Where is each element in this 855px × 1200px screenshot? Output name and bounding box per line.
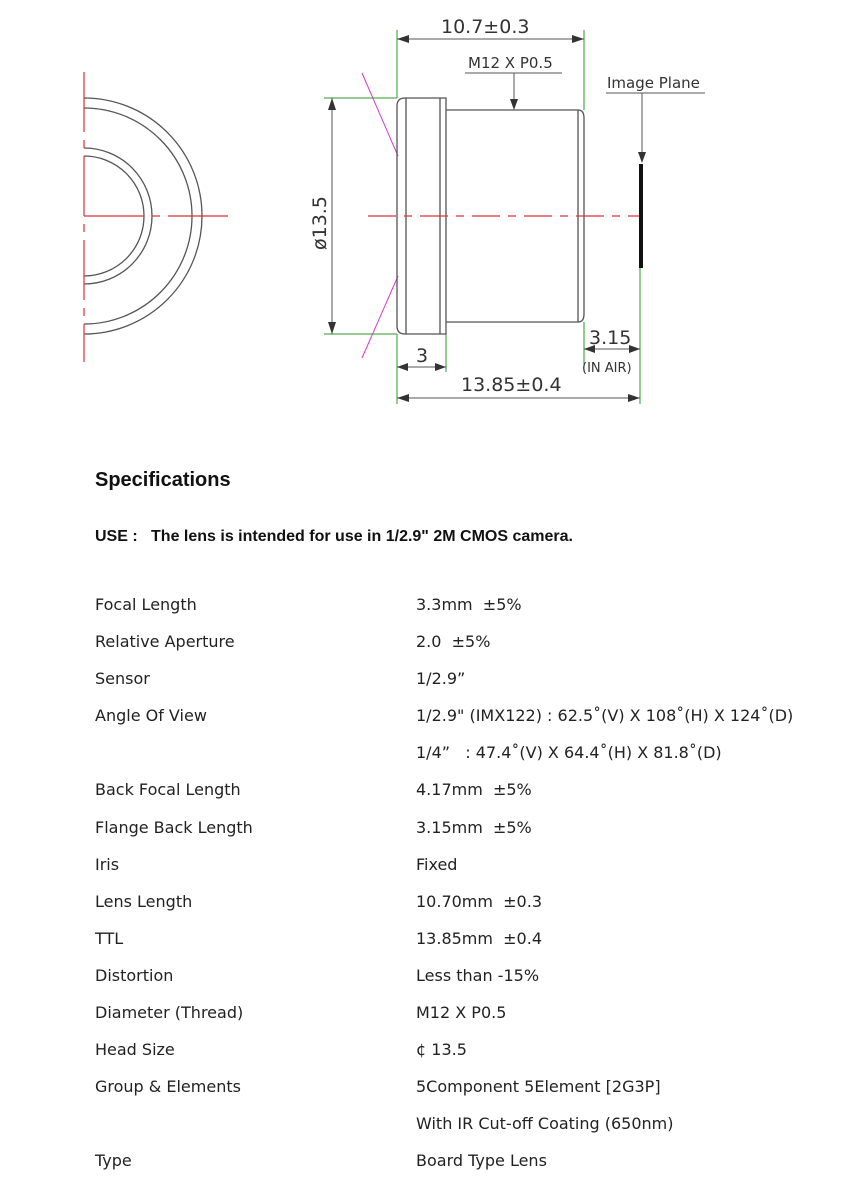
spec-value: M12 X P0.5	[416, 1003, 507, 1023]
spec-label: Type	[95, 1151, 132, 1171]
section-cut-line-bottom	[362, 276, 398, 358]
spec-row	[95, 1032, 815, 1069]
spec-label: Flange Back Length	[95, 817, 253, 837]
spec-label: Lens Length	[95, 891, 193, 911]
use-label: USE :	[95, 528, 138, 545]
spec-row	[95, 1069, 815, 1106]
spec-label: Angle Of View	[95, 706, 207, 726]
diameter-arrow-bottom	[328, 322, 336, 334]
thread-arrowhead	[510, 99, 518, 110]
thread-label: M12 X P0.5	[468, 54, 553, 72]
spec-label: Focal Length	[95, 595, 197, 614]
length-arrow-right	[572, 35, 584, 43]
spec-value: 1/4” : 47.4˚(V) X 64.4˚(H) X 81.8˚(D)	[416, 743, 722, 763]
spec-row	[95, 958, 815, 995]
flange-dimension-text: 3	[416, 345, 429, 367]
total-dimension-text: 13.85±0.4	[461, 374, 562, 396]
total-arrow-right	[628, 394, 640, 402]
spec-value: 1/2.9”	[416, 669, 466, 689]
spec-row	[95, 921, 815, 958]
diameter-arrow-top	[328, 98, 336, 110]
spec-value: 3.3mm ±5%	[416, 595, 522, 614]
spec-value: 13.85mm ±0.4	[416, 928, 542, 948]
spec-value: ¢ 13.5	[416, 1040, 467, 1060]
length-arrow-left	[397, 35, 409, 43]
total-arrow-left	[397, 394, 409, 402]
use-text: The lens is intended for use in 1/2.9" 2M CMOS camera.	[151, 528, 573, 545]
spec-label: Back Focal Length	[95, 780, 241, 800]
image-plane-arrowhead	[638, 152, 646, 163]
diameter-dimension-text: ø13.5	[309, 196, 331, 250]
spec-value: 4.17mm ±5%	[416, 780, 532, 800]
use-statement	[95, 528, 573, 546]
spec-row	[95, 847, 815, 884]
lens-technical-drawing	[0, 0, 855, 420]
spec-value: 1/2.9" (IMX122) : 62.5˚(V) X 108˚(H) X 124˚(D)	[416, 706, 794, 726]
spec-label: TTL	[95, 928, 124, 948]
spec-row	[95, 1143, 815, 1180]
spec-label: Group & Elements	[95, 1077, 241, 1097]
image-plane-bar	[639, 164, 643, 268]
spec-row	[95, 587, 815, 624]
spec-label: Sensor	[95, 669, 150, 689]
image-plane-label: Image Plane	[607, 74, 700, 92]
spec-value: Less than -15%	[416, 965, 540, 985]
section-cut-line-top	[362, 73, 398, 156]
flange-arrow-right	[435, 363, 446, 371]
specifications-heading: Specifications	[95, 469, 231, 491]
spec-label: Distortion	[95, 965, 174, 985]
spec-value: With IR Cut-off Coating (650nm)	[416, 1114, 674, 1134]
spec-value: Board Type Lens	[416, 1151, 547, 1171]
spec-row	[95, 772, 815, 809]
spec-row	[95, 810, 815, 847]
spec-value: 3.15mm ±5%	[416, 817, 532, 837]
flange-arrow-left	[397, 363, 408, 371]
in-air-text: (IN AIR)	[582, 361, 632, 376]
spec-row	[95, 624, 815, 661]
length-dimension-text: 10.7±0.3	[441, 16, 530, 38]
spec-label: Diameter (Thread)	[95, 1003, 244, 1023]
spec-label: Iris	[95, 854, 120, 874]
spec-table	[95, 587, 815, 1181]
spec-value: Fixed	[416, 854, 458, 874]
spec-row	[95, 995, 815, 1032]
spec-row	[95, 661, 815, 698]
spec-row	[95, 884, 815, 921]
spec-label: Head Size	[95, 1040, 175, 1060]
spec-row	[95, 735, 815, 772]
spec-label: Relative Aperture	[95, 632, 235, 652]
spec-row	[95, 1106, 815, 1143]
spec-row	[95, 698, 815, 735]
spec-value: 2.0 ±5%	[416, 632, 491, 652]
spec-value: 10.70mm ±0.3	[416, 891, 542, 911]
back-dimension-text: 3.15	[589, 327, 632, 349]
spec-value: 5Component 5Element [2G3P]	[416, 1077, 661, 1097]
